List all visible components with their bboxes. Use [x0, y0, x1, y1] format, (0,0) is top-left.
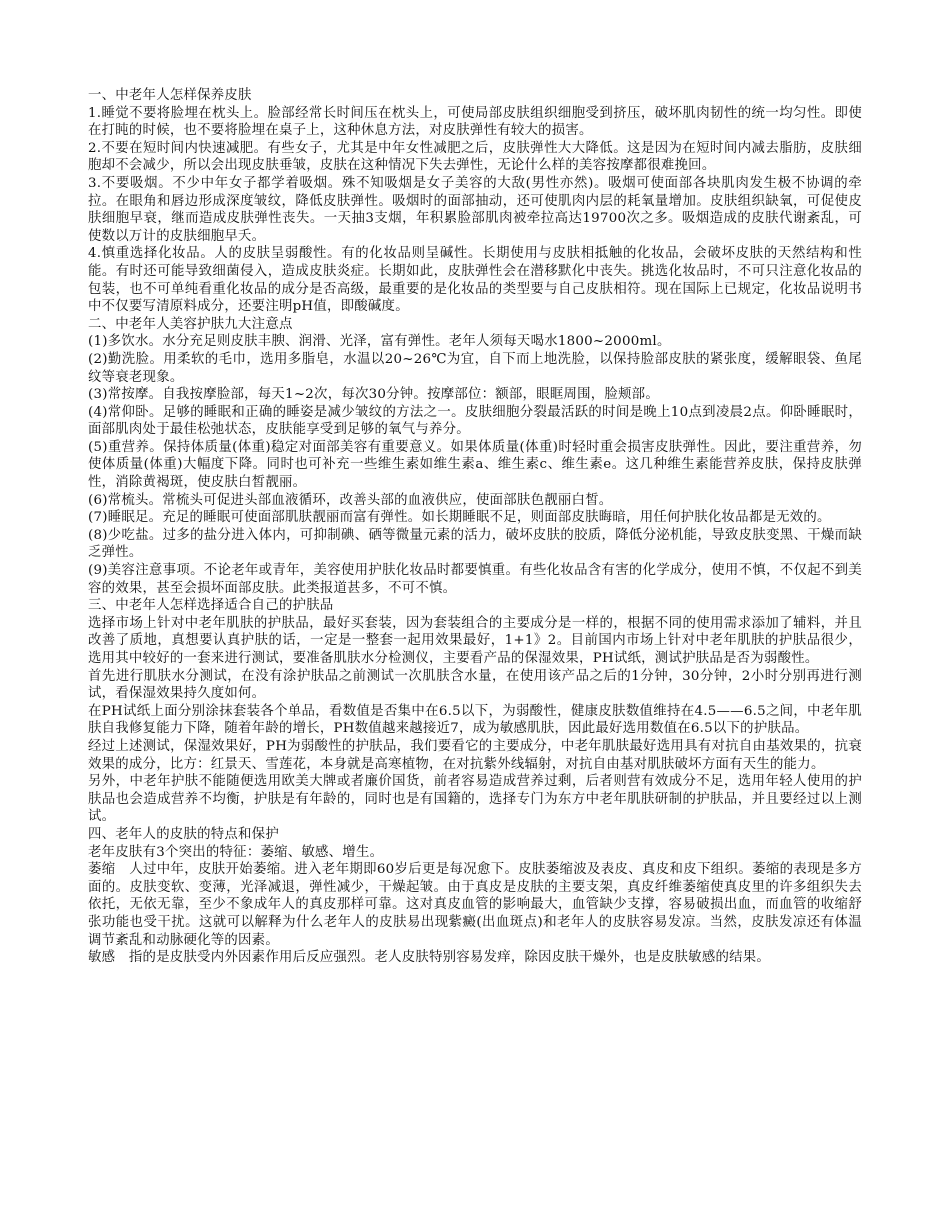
paragraph-sleep-posture: 1.睡觉不要将脸埋在枕头上。脸部经常长时间压在枕头上，可使局部皮肤组织细胞受到挤压，破坏肌肉韧性的统一均匀性。即使在打盹的时候，也不要将脸埋在桌子上，这种休息方法，对皮肤弹性有较大的损害。: [88, 105, 862, 139]
list-item-comb-hair: (6)常梳头。常梳头可促进头部血液循环，改善头部的血液供应，使面部肤色靓丽白皙。: [88, 492, 613, 508]
paragraph-moisture-test: 首先进行肌肤水分测试，在没有涂护肤品之前测试一次肌肤含水量，在使用该产品之后的1分钟，30分钟，2小时分别再进行测试，看保湿效果持久度如何。: [88, 668, 862, 702]
section-heading-1: 一、中老年人怎样保养皮肤: [88, 88, 252, 103]
list-item-drink-water: (1)多饮水。水分充足则皮肤丰腴、润滑、光泽，富有弹性。老年人须每天喝水1800~2000ml。: [88, 334, 671, 350]
list-item-cautions: (9)美容注意事项。不论老年或青年，美容使用护肤化妆品时都要慎重。有些化妆品含有害的化学成分，使用不慎，不仅起不到美容的效果，甚至会损坏面部皮肤。此类报道甚多，不可不慎。: [88, 563, 862, 596]
list-item-wash-face: (2)勤洗脸。用柔软的毛巾，选用多脂皂，水温以20~26℃为宜，自下而上地洗脸，以保持脸部皮肤的紧张度，缓解眼袋、鱼尾纹等衰老现象。: [88, 351, 862, 385]
paragraph-weight-loss: 2.不要在短时间内快速减肥。有些女子，尤其是中年女性减肥之后，皮肤弹性大大降低。这是因为在短时间内减去脂肪，皮肤细胞却不会减少，所以会出现皮肤垂皱，皮肤在这种情况下失去弹性，无论什么样的美容按摩都很难挽回。: [88, 140, 862, 174]
paragraph-ingredients: 经过上述测试，保湿效果好，PH为弱酸性的护肤品，我们要看它的主要成分，中老年肌肤最好选用具有对抗自由基效果的，抗衰效果的成分，比方：红景天、雪莲花，本身就是高寒植物，在对抗紫外线辐射，对抗自由基对肌肤破坏方面有天生的能力。: [88, 738, 862, 772]
paragraph-brand-choice: 另外，中老年护肤不能随便选用欧美大牌或者廉价国货，前者容易造成营养过剩，后者则营有效成分不足，选用年轻人使用的护肤品也会造成营养不均衡，护肤是有年龄的，同时也是有国籍的，选择专门为东方中老年肌肤研制的护肤品，并且要经过以上测试。: [88, 774, 862, 825]
list-item-nutrition: (5)重营养。保持体质量(体重)稳定对面部美容有重要意义。如果体质量(体重)时轻时重会损害皮肤弹性。因此，要注重营养，勿使体质量(体重)大幅度下降。同时也可补充一些维生素如维生素a、维生素c、维生素e。这几种维生素能营养皮肤，保持皮肤弹性，消除黄褐斑，使皮肤白皙靓丽。: [88, 439, 862, 491]
list-item-massage: (3)常按摩。自我按摩脸部，每天1~2次，每次30分钟。按摩部位：额部，眼眶周围，脸颊部。: [88, 387, 659, 403]
list-item-enough-sleep: (7)睡眠足。充足的睡眠可使面部肌肤靓丽而富有弹性。如长期睡眠不足，则面部皮肤晦暗，用任何护肤化妆品都是无效的。: [88, 510, 831, 526]
list-item-supine-sleep: (4)常仰卧。足够的睡眠和正确的睡姿是减少皱纹的方法之一。皮肤细胞分裂最活跃的时间是晚上10点到凌晨2点。仰卧睡眠时，面部肌肉处于最佳松弛状态，皮肤能享受到足够的氧气与养分。: [88, 404, 862, 438]
paragraph-three-features: 老年皮肤有3个突出的特征：萎缩、敏感、增生。: [88, 844, 384, 860]
paragraph-smoking: 3.不要吸烟。不少中年女子都学着吸烟。殊不知吸烟是女子美容的大敌(男性亦然)。吸烟可使面部各块肌肉发生极不协调的牵拉。在眼角和唇边形成深度皱纹，降低皮肤弹性。吸烟时的面部抽动，还可使肌肉内层的耗氧量增加。皮肤组织缺氧，可促使皮肤细胞早衰，继而造成皮肤弹性丧失。一天抽3支烟，年积累脸部肌肉被牵拉高达19700次之多。吸烟造成的皮肤代谢紊乱，可使数以万计的皮肤细胞早夭。: [88, 175, 862, 244]
paragraph-sensitivity: 敏感 指的是皮肤受内外因素作用后反应强烈。老人皮肤特别容易发痒，除因皮肤干燥外，也是皮肤敏感的结果。: [88, 950, 771, 966]
section-heading-2: 二、中老年人美容护肤九大注意点: [88, 316, 293, 332]
paragraph-ph-test: 在PH试纸上面分别涂抹套装各个单品，看数值是否集中在6.5以下，为弱酸性，健康皮肤数值维持在4.5——6.5之间，中老年肌肤自我修复能力下降，随着年龄的增长，PH数值越来越接近7，成为敏感肌肤，因此最好选用数值在6.5以下的护肤品。: [88, 703, 862, 737]
paragraph-product-sets: 选择市场上针对中老年肌肤的护肤品，最好买套装，因为套装组合的主要成分是一样的，根据不同的使用需求添加了辅料，并且改善了质地，真想要认真护肤的话，一定是一整套一起用效果最好，1+1》2。目前国内市场上针对中老年肌肤的护肤品很少，选用其中较好的一套来进行测试，要准备肌肤水分检测仪，主要看产品的保湿效果，PH试纸，测试护肤品是否为弱酸性。: [88, 615, 862, 666]
paragraph-atrophy: 萎缩 人过中年，皮肤开始萎缩。进入老年期即60岁后更是每况愈下。皮肤萎缩波及表皮、真皮和皮下组织。萎缩的表现是多方面的。皮肤变软、变薄，光泽减退，弹性减少，干燥起皱。由于真皮是皮肤的主要支架，真皮纤维萎缩使真皮里的许多组织失去依托，无依无靠，至少不象成年人的真皮那样可靠。这对真皮血管的影响最大，血管缺少支撑，容易破损出血，而血管的收缩舒张功能也受干扰。这就可以解释为什么老年人的皮肤易出现紫癜(出血斑点)和老年人的皮肤容易发凉。当然，皮肤发凉还有体温调节紊乱和动脉硬化等的因素。: [88, 862, 862, 948]
paragraph-cosmetics-choice: 4.慎重选择化妆品。人的皮肤呈弱酸性。有的化妆品则呈碱性。长期使用与皮肤相抵触的化妆品，会破坏皮肤的天然结构和性能。有时还可能导致细菌侵入，造成皮肤炎症。长期如此，皮肤弹性会在潜移默化中丧失。挑选化妆品时，不可只注意化妆品的包装，也不可单纯看重化妆品的成分是否高级，最重要的是化妆品的类型要与自己皮肤相符。现在国际上已规定，化妆品说明书中不仅要写清原料成分，还要注明pH值，即酸碱度。: [88, 246, 862, 315]
section-heading-4: 四、老年人的皮肤的特点和保护: [88, 826, 279, 842]
list-item-less-salt: (8)少吃盐。过多的盐分进入体内，可抑制碘、硒等微量元素的活力，破坏皮肤的胶质，降低分泌机能，导致皮肤变黑、干燥而缺乏弹性。: [88, 527, 862, 561]
section-heading-3: 三、中老年人怎样选择适合自己的护肤品: [88, 598, 334, 614]
